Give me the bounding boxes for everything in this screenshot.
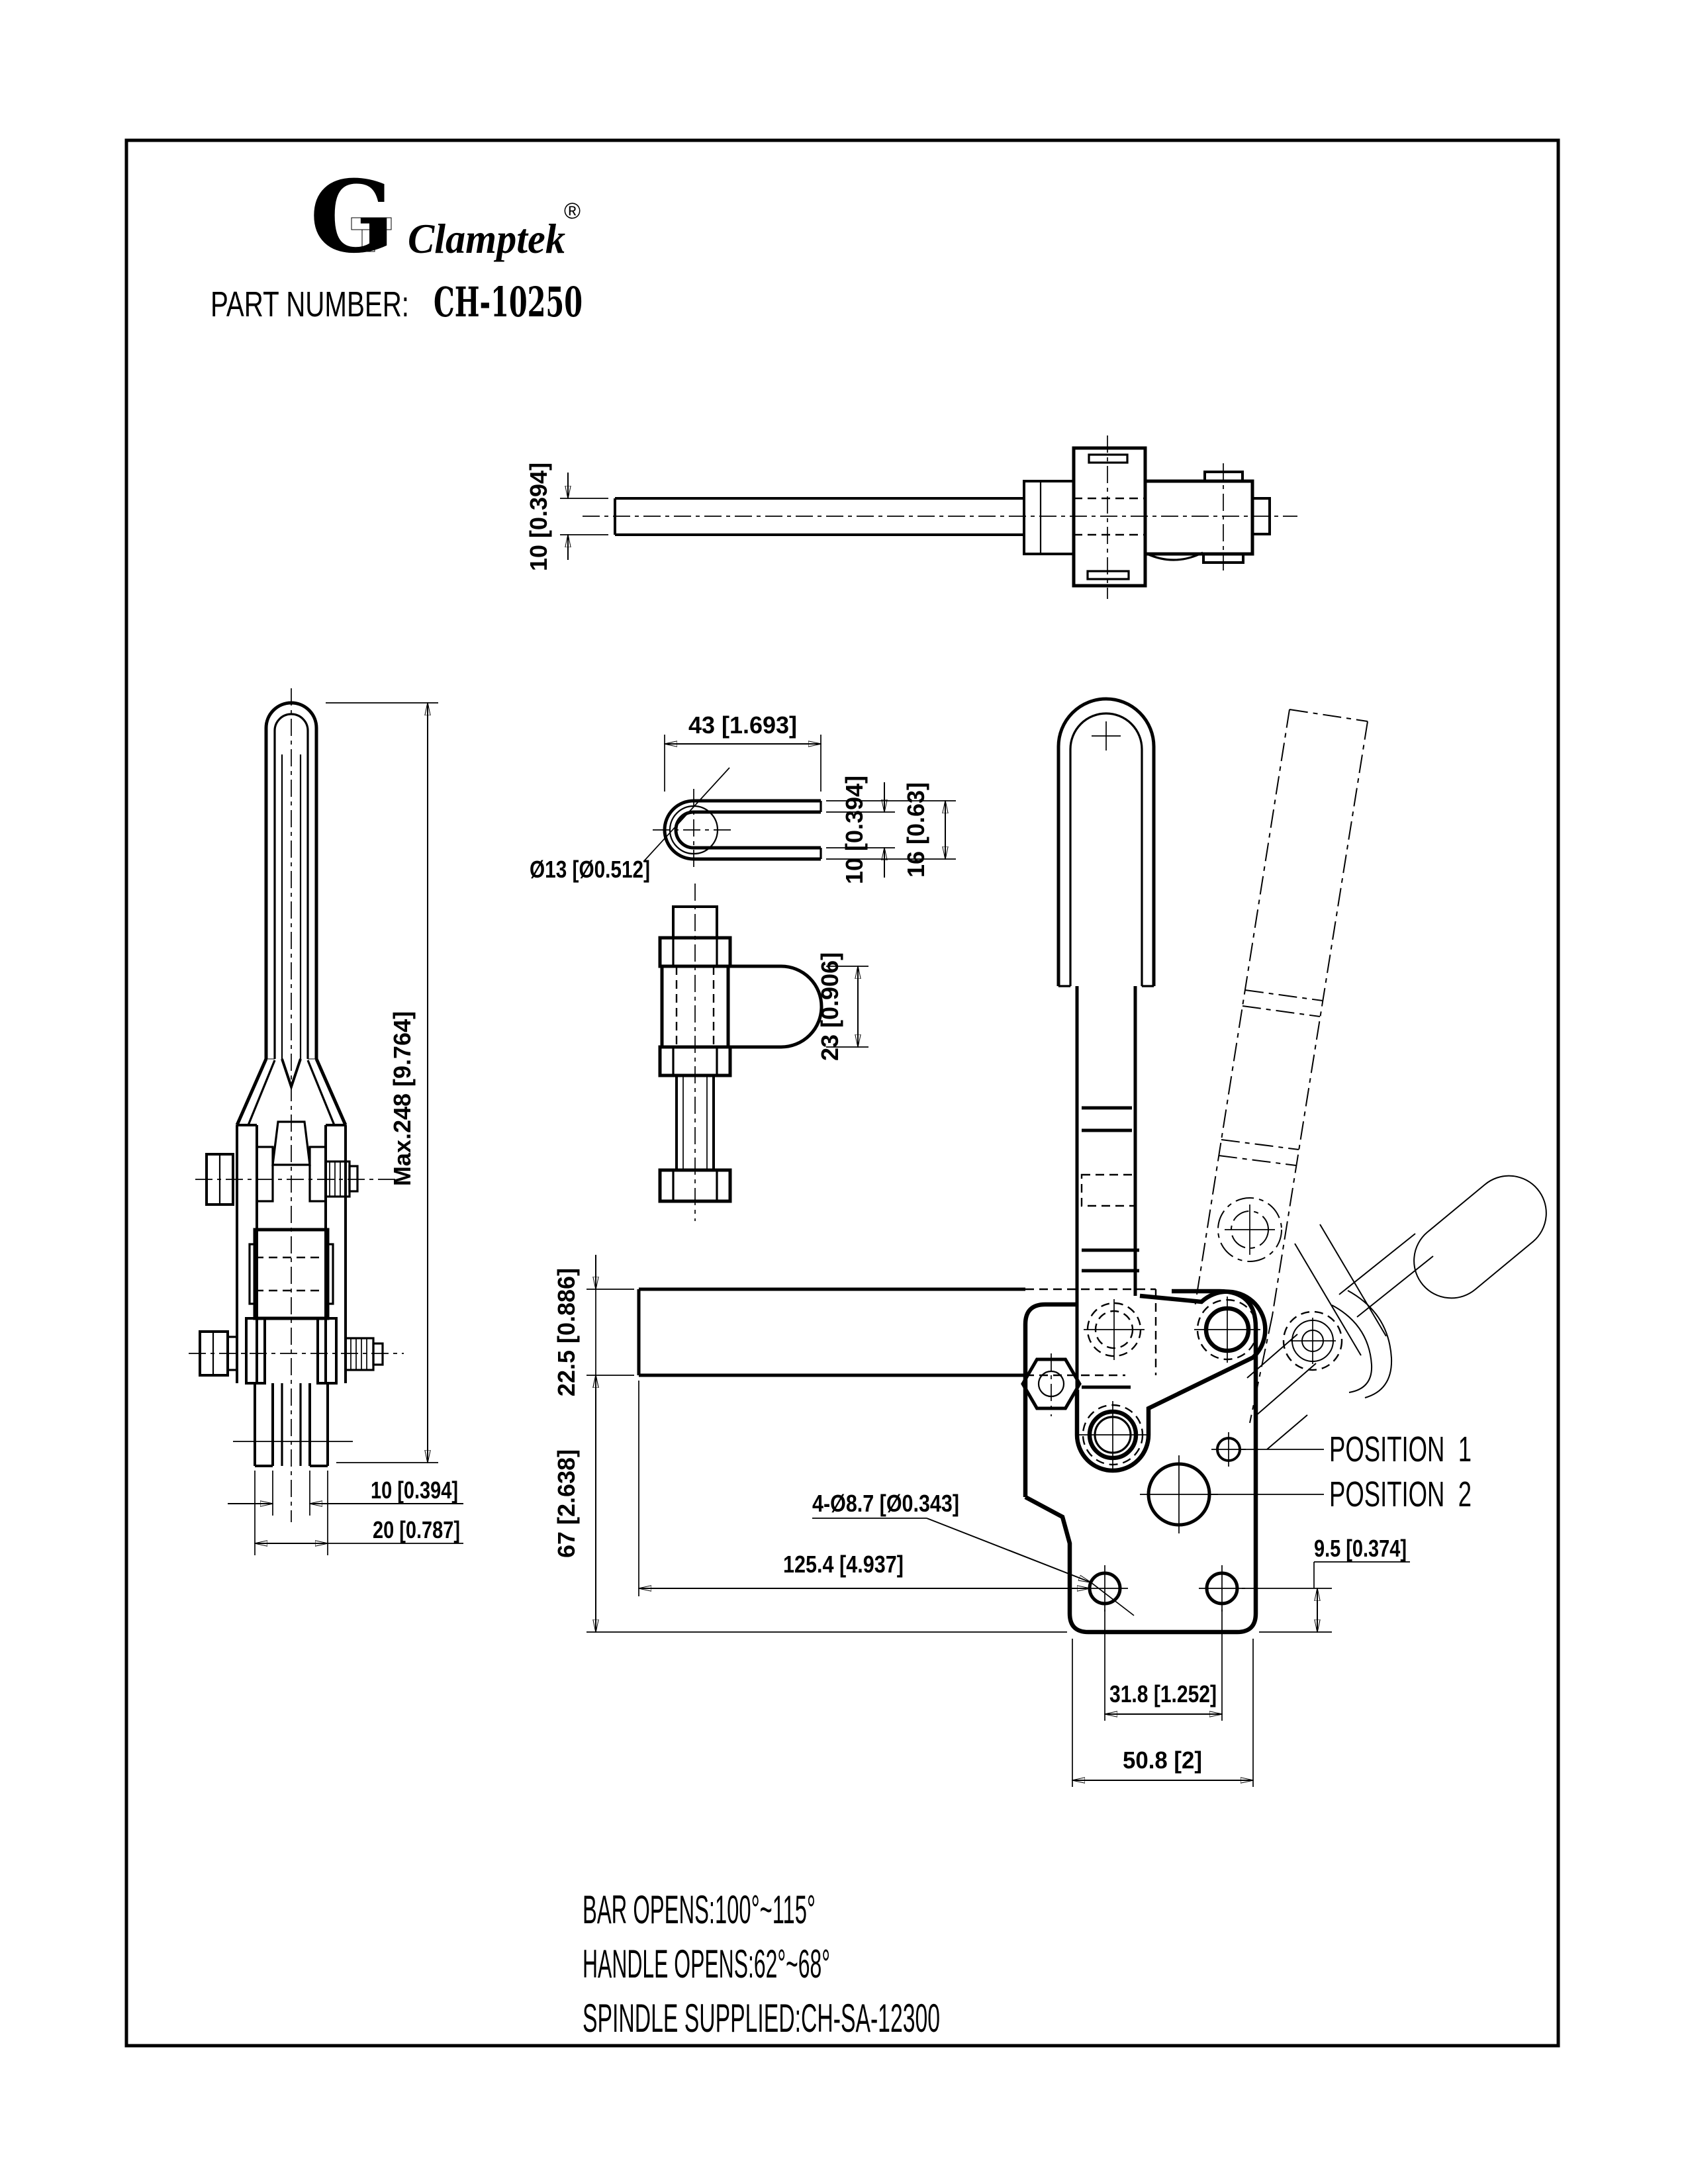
dim-side-bar-height: 22.5 [0.886] (553, 1267, 580, 1397)
registered-mark: ® (564, 199, 581, 224)
part-number-value: CH-10250 (434, 278, 583, 326)
dim-side-reach: 125.4 [4.937] (783, 1551, 904, 1578)
notes-block (583, 1888, 940, 2040)
dim-top-bar-width: 10 [0.394] (525, 462, 552, 572)
phantom-open-spindle (1247, 1176, 1546, 1449)
dim-front-bar-gap: 10 [0.394] (371, 1477, 458, 1504)
dim-ubolt-hole: Ø13 [Ø0.512] (530, 856, 650, 883)
dim-side-base-height: 67 [2.638] (553, 1449, 580, 1559)
dim-side-mount-holes: 4-Ø8.7 [Ø0.343] (812, 1490, 959, 1517)
label-position-1: POSITION 1 (1329, 1430, 1472, 1469)
dim-ubolt-outer: 16 [0.63] (902, 782, 929, 878)
part-number (211, 278, 583, 326)
note-bar-opens: BAR OPENS:100°~115° (583, 1888, 816, 1932)
ubolt-view (530, 711, 956, 884)
note-handle-opens: HANDLE OPENS:62°~68° (583, 1942, 830, 1986)
brand-logo (310, 159, 581, 275)
spindle-view (660, 884, 868, 1221)
front-view (189, 688, 463, 1555)
dim-side-hole-edge: 9.5 [0.374] (1314, 1535, 1407, 1562)
part-number-label: PART NUMBER: (211, 285, 409, 324)
side-view (553, 699, 1546, 1787)
dim-spindle-clevis: 23 [0.906] (816, 952, 843, 1062)
brand-name: Clamptek (408, 215, 565, 262)
top-view (525, 435, 1297, 599)
dim-front-bar-outer: 20 [0.787] (373, 1516, 460, 1543)
dim-side-hole-spacing: 31.8 [1.252] (1109, 1680, 1217, 1707)
dim-front-max-height: Max.248 [9.764] (389, 1011, 416, 1187)
note-spindle-supplied: SPINDLE SUPPLIED:CH-SA-12300 (583, 1996, 940, 2040)
dim-ubolt-span: 43 [1.693] (688, 711, 798, 739)
logo-g-glyph: G (310, 159, 395, 275)
dim-ubolt-inner: 10 [0.394] (841, 775, 868, 885)
label-position-2: POSITION 2 (1329, 1475, 1472, 1514)
phantom-open-handle (1195, 709, 1368, 1423)
dim-side-base-width: 50.8 [2] (1123, 1747, 1202, 1774)
sheet-border (126, 140, 1558, 2046)
